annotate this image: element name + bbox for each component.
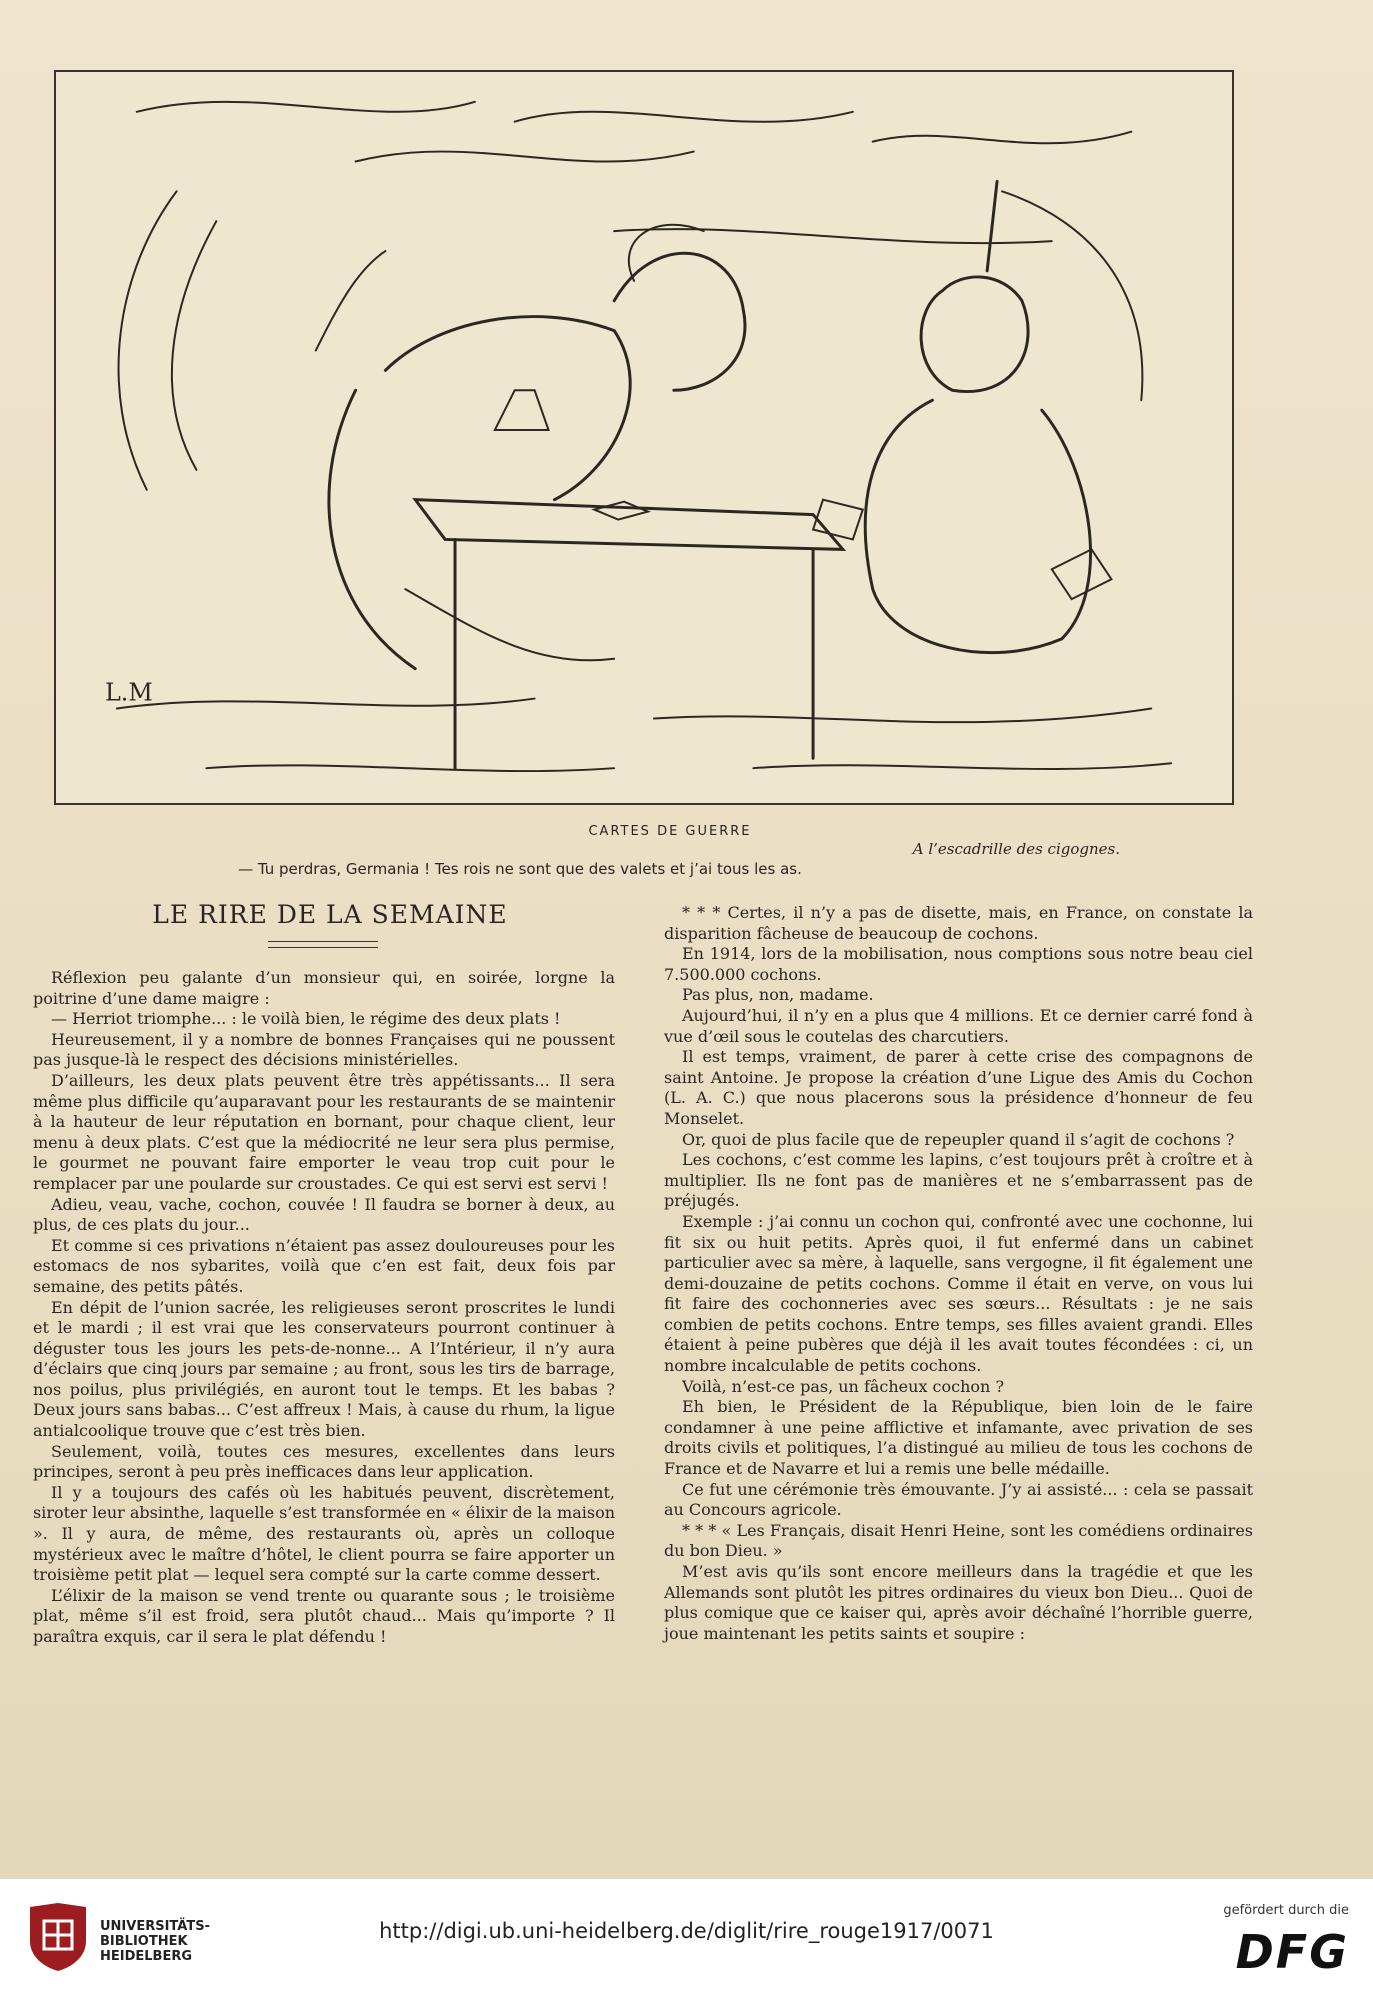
article-paragraph: Seulement, voilà, toutes ces mesures, excellentes dans leurs principes, seront à peu près inefficaces dans leur application. <box>33 1441 615 1482</box>
article-paragraph: * * * Certes, il n’y a pas de disette, mais, en France, on constate la disparition fâcheuse de beaucoup de cochons. <box>664 903 1253 943</box>
article-paragraph: En 1914, lors de la mobilisation, nous comptions sous notre beau ciel 7.500.000 cochons. <box>664 944 1253 984</box>
article-paragraph: Il y a toujours des cafés où les habitués peuvent, discrètement, siroter leur absinthe, laquelle s’est transformée en « élixir de la maison ». Il y aura, de même, des restaurants où, après un colloque mystérieux avec le maître d’hôtel, le client pourra se faire apporter un troisième petit plat — lequel sera compté sur la carte comme dessert. <box>33 1482 615 1585</box>
article-paragraph: Eh bien, le Président de la République, bien loin de le faire condamner à une peine afflictive et infamante, avec privation de ses droits civils et politiques, l’a distingué au milieu de tous les cochons de France et de Navarre et lui a remis une belle médaille. <box>664 1397 1253 1479</box>
article-headline: LE RIRE DE LA SEMAINE <box>152 900 508 929</box>
article-paragraph: En dépit de l’union sacrée, les religieuses seront proscrites le lundi et le mardi ; il est vrai que les conservateurs pourront continuer à déguster tous les jours les pets-de-nonne... A l’Intérieur, il n’y aura d’éclairs que cinq jours par semaine ; au front, sous les tirs de barrage, nos poilus, plus privilégiés, en auront tout le temps. Et les babas ? Deux jours sans babas... C’est affreux ! Mais, à cause du rhum, la ligue antialcoolique trouve que c’est très bien. <box>33 1297 615 1441</box>
article-paragraph: Heureusement, il y a nombre de bonnes Françaises qui ne poussent pas jusque-là le respect des décisions ministérielles. <box>33 1029 615 1070</box>
article-paragraph: — Herriot triomphe... : le voilà bien, le régime des deux plats ! <box>51 1009 561 1029</box>
dfg-logo: DFG <box>1235 1925 1349 1979</box>
article-paragraph: M’est avis qu’ils sont encore meilleurs dans la tragédie et que les Allemands sont plutôt les pitres ordinaires du vieux bon Dieu... Quoi de plus comique que ce kaiser qui, après avoir déchaîné l’horrible guerre, joue maintenant les petits saints et soupire : <box>664 1562 1253 1643</box>
article-paragraph: Or, quoi de plus facile que de repeupler quand il s’agit de cochons ? <box>682 1129 1235 1149</box>
article-left-column <box>33 968 615 1648</box>
headline-divider <box>268 941 378 948</box>
sponsor-label: gefördert durch die <box>1223 1903 1349 1918</box>
cartoon-illustration <box>54 70 1234 805</box>
article-right-column <box>664 903 1253 1644</box>
article-paragraph: Aujourd’hui, il n’y en a plus que 4 millions. Et ce dernier carré fond à vue d’œil sous le coutelas des charcutiers. <box>664 1005 1253 1046</box>
article-paragraph: * * * « Les Français, disait Henri Heine, sont les comédiens ordinaires du bon Dieu. » <box>664 1520 1253 1561</box>
caption-title: CARTES DE GUERRE <box>588 824 752 839</box>
institution-line: BIBLIOTHEK <box>100 1934 188 1949</box>
article-paragraph: D’ailleurs, les deux plats peuvent être très appétissants... Il sera même plus difficile qu’auparavant pour les restaurants de se maintenir à la hauteur de leur réputation en bornant, pour chaque client, leur menu à deux plats. C’est que la médiocrité ne leur sera plus permise, le gourmet ne pouvant faire emporter le veau trop cuit pour le remplacer par une poularde sur croustades. Ce qui est servi est servi ! <box>33 1070 615 1193</box>
card-players-drawing <box>56 72 1232 803</box>
article-paragraph: Pas plus, non, madame. <box>682 985 874 1005</box>
article-paragraph: Voilà, n’est-ce pas, un fâcheux cochon ? <box>682 1376 1005 1396</box>
article-paragraph: L’élixir de la maison se vend trente ou quarante sous ; le troisième plat, même s’il est froid, sera plutôt chaud... Mais qu’importe ? Il paraîtra exquis, car il sera le plat défendu ! <box>33 1585 615 1646</box>
institution-line: UNIVERSITÄTS- <box>100 1919 210 1934</box>
article-paragraph: Il est temps, vraiment, de parer à cette crise des compagnons de saint Antoine. Je propose la création d’une Ligue des Amis du Cochon (L. A. C.) que nous placerons sous la présidence d’honneur de feu Monselet. <box>664 1047 1253 1128</box>
source-url-link[interactable]: http://digi.ub.uni-heidelberg.de/diglit/rire_rouge1917/0071 <box>379 1919 994 1943</box>
article-paragraph: Réflexion peu galante d’un monsieur qui, en soirée, lorgne la poitrine d’une dame maigre : <box>33 968 615 1008</box>
article-paragraph: Et comme si ces privations n’étaient pas assez douloureuses pour les estomacs de nos sybarites, voilà que c’en est fait, deux fois par semaine, des petits pâtés. <box>33 1235 615 1296</box>
article-paragraph: Ce fut une cérémonie très émouvante. J’y ai assisté... : cela se passait au Concours agricole. <box>664 1479 1253 1520</box>
article-paragraph: Exemple : j’ai connu un cochon qui, confronté avec une cochonne, lui fit six ou huit petits. Après quoi, il fut enfermé dans un cabinet particulier avec sa mère, à laquelle, sans vergogne, il fit également une demi-douzaine de petits cochons. Comme il était en verve, on vous lui fit faire des cochonneries avec ses sœurs... Résultats : je ne sais combien de petits cochons. Entre temps, ses filles avaient grandi. Elles étaient à peine pubères que déjà il les avait toutes fécondées : ci, un nombre incalculable de petits cochons. <box>664 1211 1253 1376</box>
viewer-footer <box>0 1878 1373 1989</box>
institution-line: HEIDELBERG <box>100 1949 193 1964</box>
artist-signature: L.M <box>104 678 153 707</box>
caption-credit: A l’escadrille des cigognes. <box>912 840 1120 858</box>
caption-quote: — Tu perdras, Germania ! Tes rois ne sont que des valets et j’ai tous les as. <box>238 860 802 878</box>
article-paragraph: Adieu, veau, vache, cochon, couvée ! Il faudra se borner à deux, au plus, de ces plats du jour... <box>33 1194 615 1235</box>
article-paragraph: Les cochons, c’est comme les lapins, c’est toujours prêt à croître et à multiplier. Ils ne font pas de manières et ne s’embarrassent pas de préjugés. <box>664 1150 1253 1211</box>
